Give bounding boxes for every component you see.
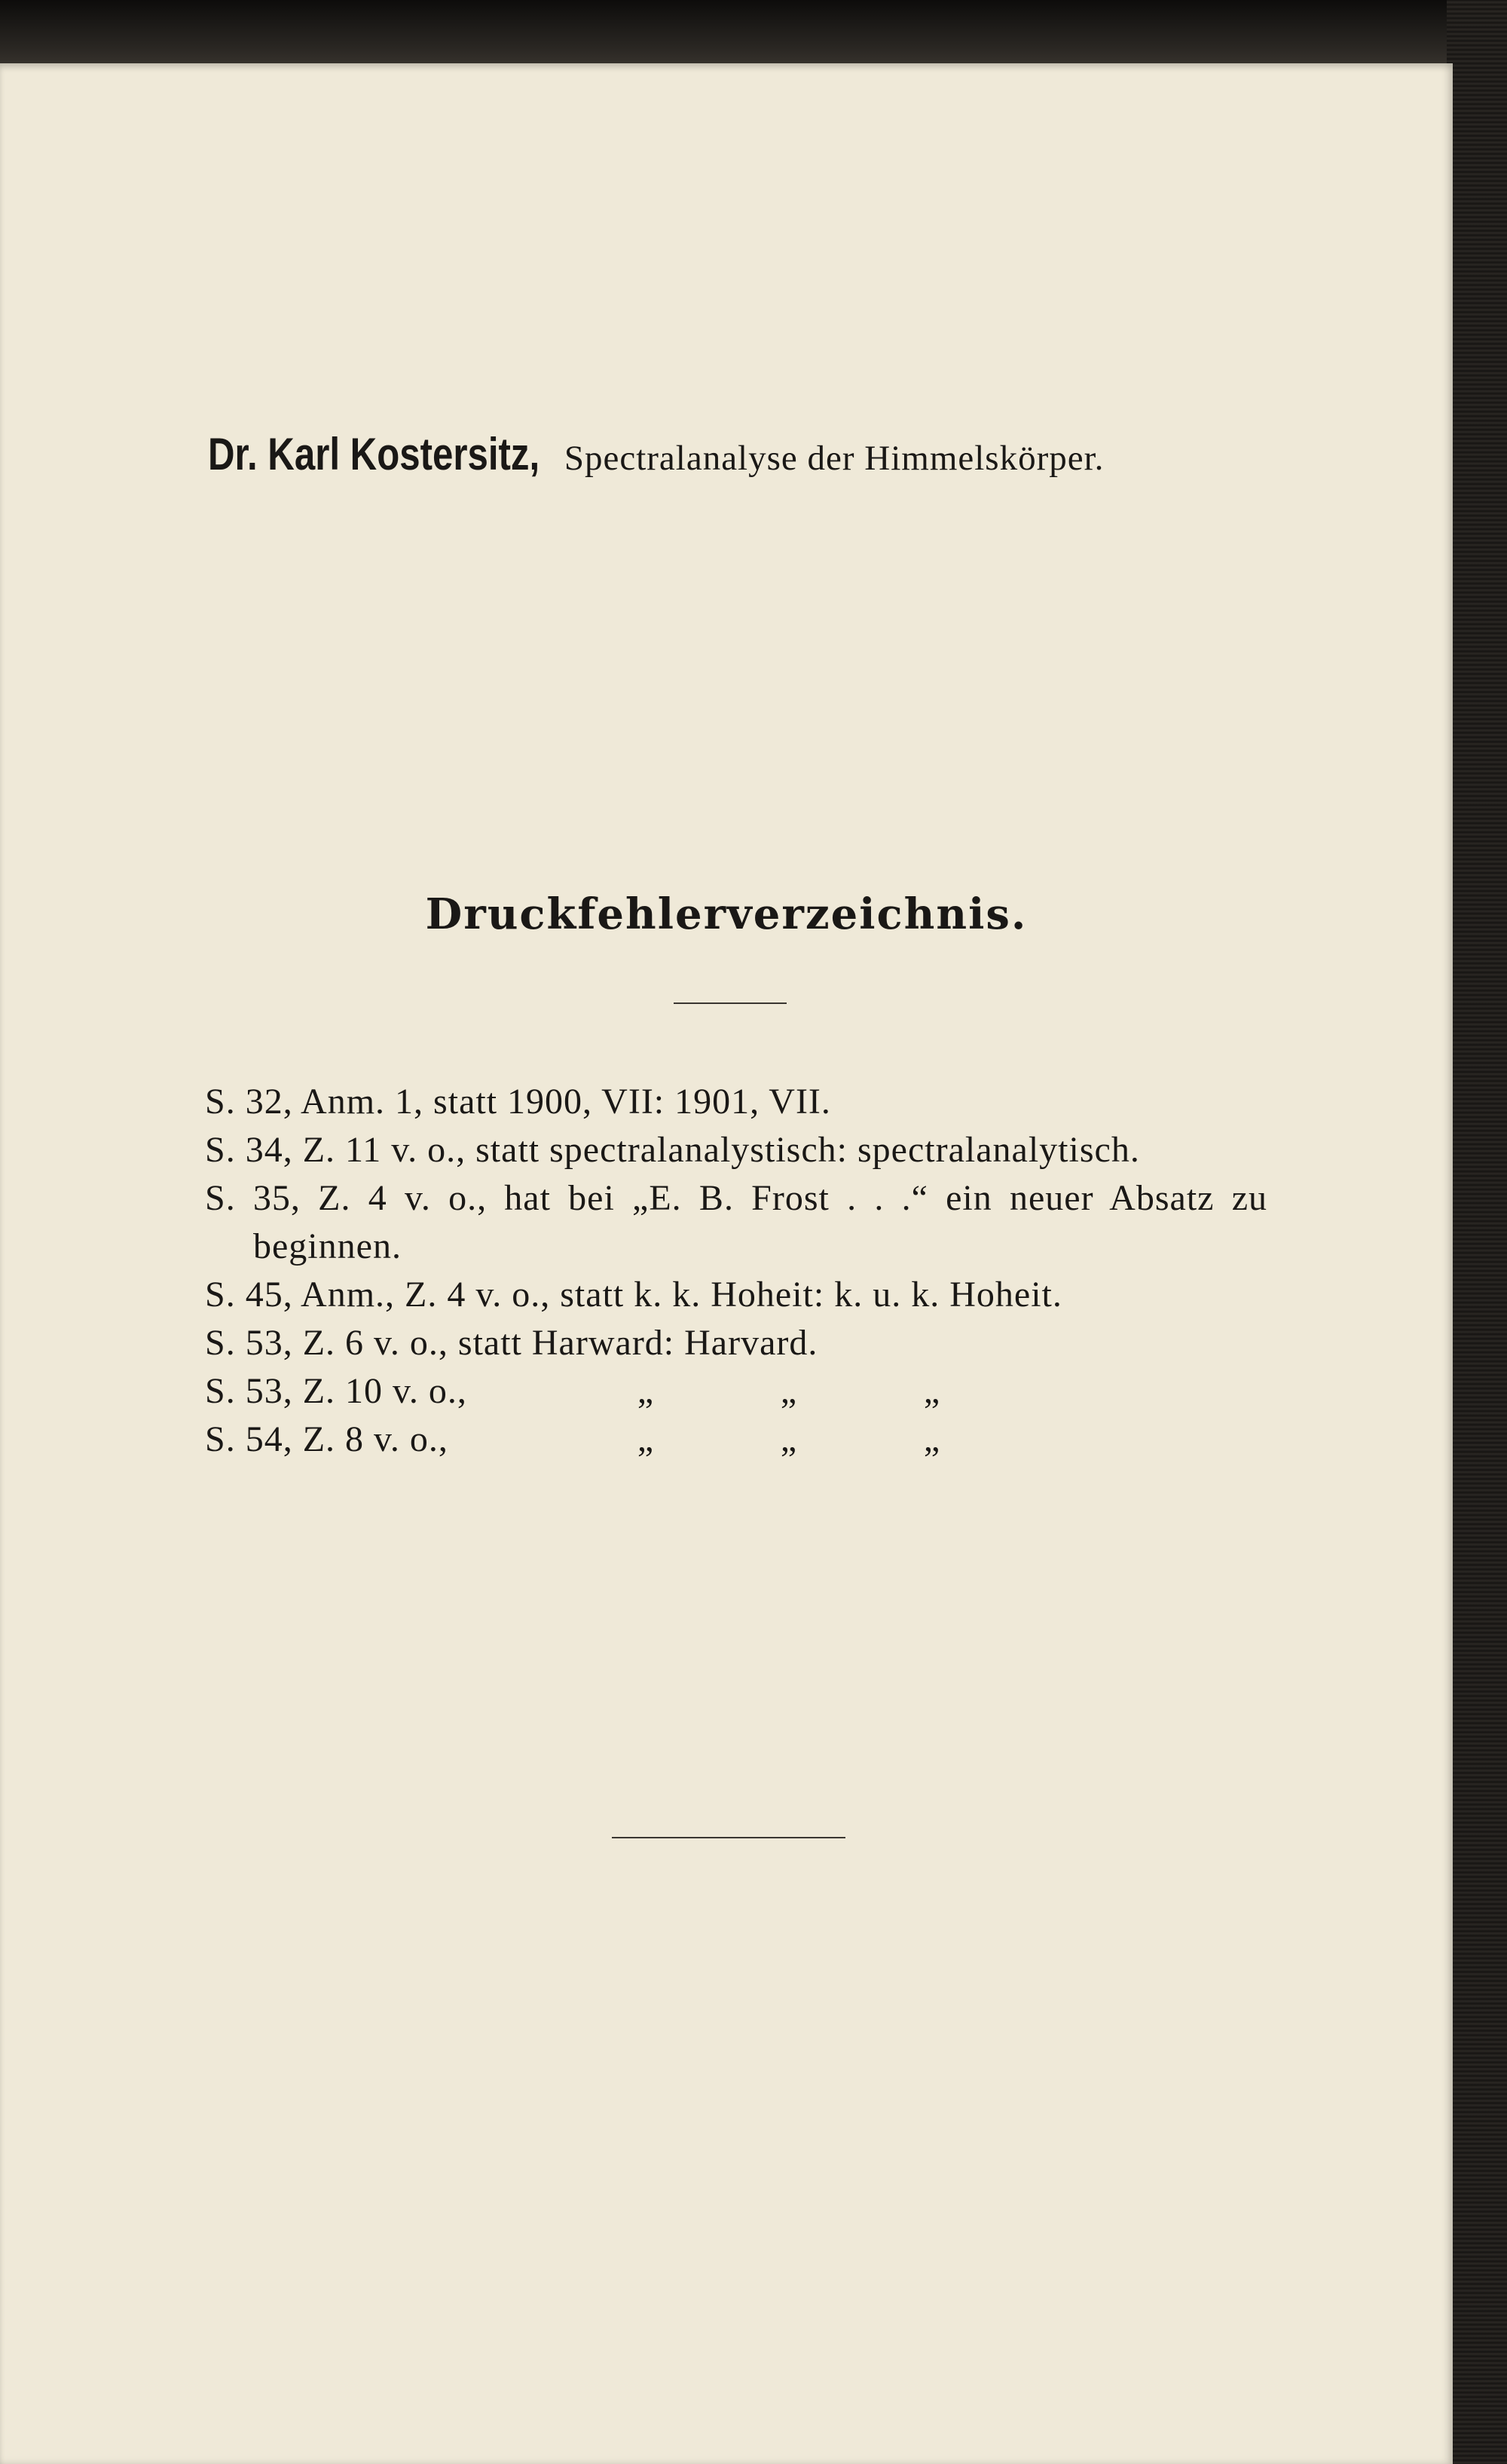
book-top-edge: [0, 0, 1507, 69]
ditto-mark: „: [780, 1419, 798, 1459]
errata-entry: S. 32, Anm. 1, statt 1900, VII: 1901, VII.: [205, 1082, 831, 1122]
title-divider: [674, 1002, 787, 1004]
errata-ref: S. 54, Z. 8 v. o.,: [205, 1419, 448, 1459]
book-spine-edge: [1447, 0, 1507, 2464]
errata-list: [205, 1078, 1267, 1464]
page: [0, 63, 1453, 2464]
closing-divider: [612, 1837, 845, 1838]
ditto-mark: „: [923, 1419, 941, 1459]
errata-entry: S. 34, Z. 11 v. o., statt spectralanalystisch: spectralanalytisch.: [205, 1130, 1140, 1170]
errata-ref: S. 53, Z. 10 v. o.,: [205, 1371, 467, 1411]
ditto-mark: „: [780, 1371, 798, 1411]
errata-entry: S. 35, Z. 4 v. o., hat bei „E. B. Frost . . .“ ein neuer Absatz zu beginnen.: [205, 1178, 1267, 1266]
running-header: [208, 428, 1263, 480]
errata-entry: S. 45, Anm., Z. 4 v. o., statt k. k. Hoheit: k. u. k. Hoheit.: [205, 1275, 1062, 1315]
ditto-mark: „: [637, 1371, 655, 1411]
errata-ditto-entry: [205, 1416, 1267, 1464]
page-title: Druckfehlerverzeichnis.: [425, 889, 1028, 939]
ditto-mark: „: [923, 1371, 941, 1411]
errata-entry: S. 53, Z. 6 v. o., statt Harward: Harvard.: [205, 1323, 818, 1363]
header-author: Dr. Karl Kostersitz,: [208, 429, 540, 479]
header-work-title: Spectralanalyse der Himmelskörper.: [564, 439, 1105, 478]
errata-ditto-entry: [205, 1367, 1267, 1416]
ditto-mark: „: [637, 1419, 655, 1459]
